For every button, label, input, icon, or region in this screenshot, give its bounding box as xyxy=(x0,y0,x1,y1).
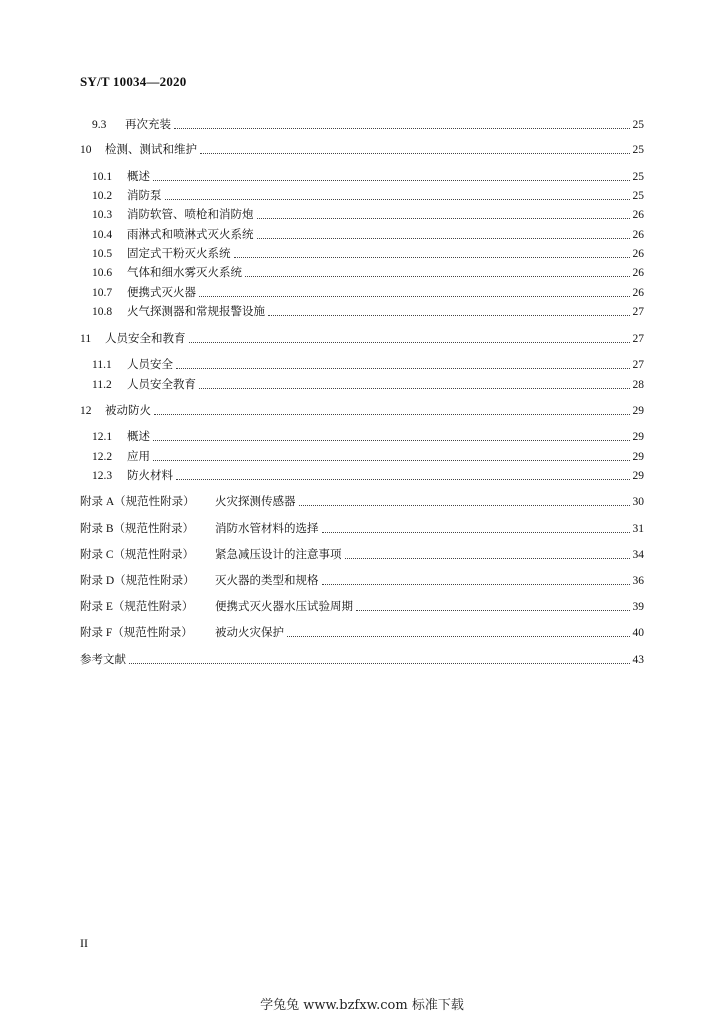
toc-entry-number: 10.5 xyxy=(92,248,113,260)
toc-entry-number: 11.2 xyxy=(92,379,112,391)
toc-entry-title: 参考文献 xyxy=(80,652,126,666)
toc-leader-dots xyxy=(234,256,630,258)
toc-entry xyxy=(92,357,644,372)
toc-leader-dots xyxy=(176,478,630,480)
toc-entry-title: 便携式灭火器水压试验周期 xyxy=(215,599,353,613)
toc-entry-title: 消防软管、喷枪和消防炮 xyxy=(127,207,254,221)
toc-entry-page: 26 xyxy=(632,229,644,241)
toc-entry xyxy=(92,227,644,242)
toc-entry-title: 被动防火 xyxy=(105,403,151,417)
toc-entry-title: 人员安全教育 xyxy=(127,377,196,391)
toc-entry-title: 雨淋式和喷淋式灭火系统 xyxy=(127,227,254,241)
toc-entry-page: 39 xyxy=(632,601,644,613)
toc-entry-number: 11.1 xyxy=(92,359,112,371)
watermark-text: 学兔兔 www.bzfxw.com 标准下载 xyxy=(260,998,464,1013)
toc-entry-title: 再次充装 xyxy=(125,117,171,131)
toc-leader-dots xyxy=(200,152,630,154)
toc-entry xyxy=(92,304,644,319)
toc-entry-page: 26 xyxy=(632,209,644,221)
toc-leader-dots xyxy=(153,179,630,181)
toc-entry-number: 10.6 xyxy=(92,267,113,279)
toc-entry-number: 10.8 xyxy=(92,306,113,318)
toc-entry xyxy=(92,117,644,132)
toc-leader-dots xyxy=(153,459,630,461)
toc-entry-title: 火灾探测传感器 xyxy=(215,494,296,508)
toc-entry xyxy=(80,331,644,346)
toc-entry xyxy=(92,265,644,280)
toc-entry-number: 附录 D（规范性附录） xyxy=(80,575,195,587)
toc-entry xyxy=(92,468,644,483)
toc-entry-title: 灭火器的类型和规格 xyxy=(215,573,319,587)
toc-entry-title: 应用 xyxy=(127,449,150,463)
toc-entry xyxy=(80,599,644,614)
toc-entry xyxy=(80,652,644,667)
toc-leader-dots xyxy=(356,609,630,611)
toc-entry-number: 10.2 xyxy=(92,190,113,202)
toc-entry-page: 36 xyxy=(632,575,644,587)
toc-leader-dots xyxy=(174,127,630,129)
toc-entry-page: 28 xyxy=(632,379,644,391)
toc-entry-page: 26 xyxy=(632,267,644,279)
page-number: II xyxy=(80,936,88,950)
toc-entry-number: 12.1 xyxy=(92,431,113,443)
toc-entry-page: 29 xyxy=(632,431,644,443)
toc-leader-dots xyxy=(165,198,630,200)
toc-leader-dots xyxy=(345,557,630,559)
toc-entry xyxy=(92,188,644,203)
toc-entry-page: 25 xyxy=(632,144,644,156)
toc-leader-dots xyxy=(322,583,630,585)
toc-entry xyxy=(92,449,644,464)
toc-leader-dots xyxy=(245,275,630,277)
toc-entry-number: 10.3 xyxy=(92,209,113,221)
toc-entry xyxy=(92,429,644,444)
toc-entry-number: 10 xyxy=(80,144,92,156)
toc-entry-number: 附录 C（规范性附录） xyxy=(80,549,195,561)
toc-entry-page: 29 xyxy=(632,451,644,463)
toc-leader-dots xyxy=(299,504,630,506)
toc-entry-page: 30 xyxy=(632,496,644,508)
toc-entry-number: 附录 E（规范性附录） xyxy=(80,601,194,613)
toc-entry-page: 27 xyxy=(632,306,644,318)
toc-entry-page: 29 xyxy=(632,405,644,417)
toc-entry xyxy=(92,207,644,222)
toc-entry xyxy=(80,494,644,509)
toc-entry-number: 10.7 xyxy=(92,287,113,299)
toc-entry-number: 附录 A（规范性附录） xyxy=(80,496,195,508)
toc-entry-title: 固定式干粉灭火系统 xyxy=(127,246,231,260)
toc-entry-title: 紧急减压设计的注意事项 xyxy=(215,547,342,561)
toc-leader-dots xyxy=(189,341,630,343)
toc-leader-dots xyxy=(287,635,630,637)
toc-entry xyxy=(80,573,644,588)
toc-entry xyxy=(92,246,644,261)
toc-entry xyxy=(80,547,644,562)
toc-entry-page: 27 xyxy=(632,359,644,371)
toc-entry-page: 29 xyxy=(632,470,644,482)
toc-entry-title: 概述 xyxy=(127,169,150,183)
toc-entry-number: 11 xyxy=(80,333,92,345)
toc-entry-number: 12.2 xyxy=(92,451,113,463)
toc-entry xyxy=(80,521,644,536)
toc-leader-dots xyxy=(176,367,630,369)
toc-entry-number: 附录 F（规范性附录） xyxy=(80,627,193,639)
toc-entry-title: 人员安全和教育 xyxy=(105,331,186,345)
toc-entry-number: 10.4 xyxy=(92,229,113,241)
toc-entry xyxy=(80,403,644,418)
toc-entry-page: 25 xyxy=(632,190,644,202)
toc-leader-dots xyxy=(322,531,630,533)
toc-entry-number: 12.3 xyxy=(92,470,113,482)
document-code-header: SY/T 10034—2020 xyxy=(80,74,187,89)
toc-entry xyxy=(80,142,644,157)
toc-leader-dots xyxy=(153,439,630,441)
toc-entry xyxy=(80,625,644,640)
toc-entry-page: 31 xyxy=(632,523,644,535)
toc-entry-number: 10.1 xyxy=(92,171,113,183)
toc-entry xyxy=(92,377,644,392)
toc-entry-title: 便携式灭火器 xyxy=(127,285,196,299)
toc-entry-title: 人员安全 xyxy=(127,357,173,371)
toc-leader-dots xyxy=(199,295,630,297)
toc-entry-title: 消防水管材料的选择 xyxy=(215,521,319,535)
toc-entry-number: 9.3 xyxy=(92,119,107,131)
toc-entry-page: 43 xyxy=(632,654,644,666)
toc-entry-page: 25 xyxy=(632,171,644,183)
toc-leader-dots xyxy=(257,217,630,219)
toc-entry-title: 火气探测器和常规报警设施 xyxy=(127,304,265,318)
toc-entry xyxy=(92,285,644,300)
toc-leader-dots xyxy=(268,314,630,316)
toc-entry-page: 26 xyxy=(632,248,644,260)
toc-entry-title: 防火材料 xyxy=(127,468,173,482)
toc-leader-dots xyxy=(129,662,630,664)
toc-entry-title: 消防泵 xyxy=(127,188,162,202)
toc-entry-page: 27 xyxy=(632,333,644,345)
toc-entry-page: 34 xyxy=(632,549,644,561)
toc-leader-dots xyxy=(199,387,630,389)
toc-entry-number: 附录 B（规范性附录） xyxy=(80,523,195,535)
toc-entry-page: 26 xyxy=(632,287,644,299)
toc-entry-number: 12 xyxy=(80,405,92,417)
toc-entry-title: 被动火灾保护 xyxy=(215,625,284,639)
toc-entry-title: 气体和细水雾灭火系统 xyxy=(127,265,242,279)
toc-entry xyxy=(92,169,644,184)
toc-leader-dots xyxy=(154,413,630,415)
toc-leader-dots xyxy=(257,237,630,239)
toc-entry-page: 25 xyxy=(632,119,644,131)
toc-entry-title: 检测、测试和维护 xyxy=(105,142,197,156)
toc-entry-title: 概述 xyxy=(127,429,150,443)
toc-entry-page: 40 xyxy=(632,627,644,639)
